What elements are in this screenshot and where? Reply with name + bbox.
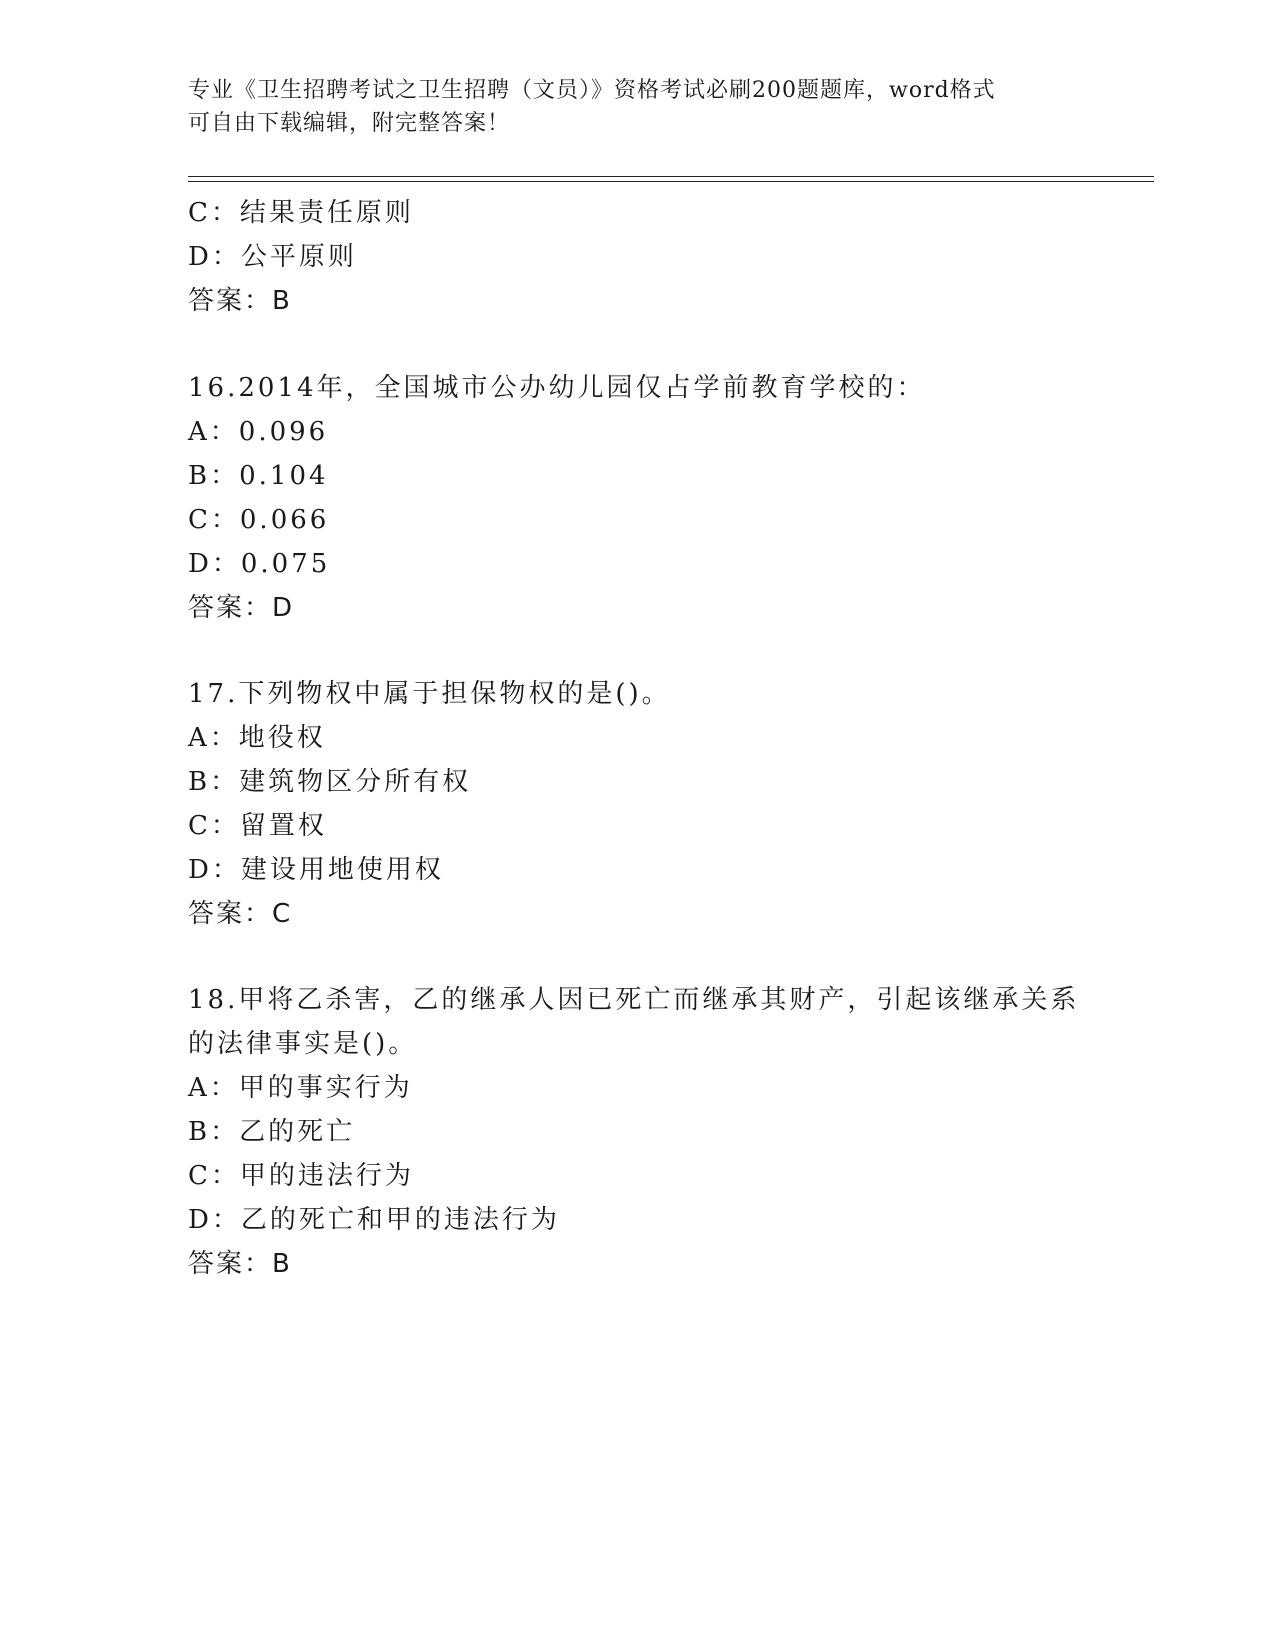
q17-stem: 17.下列物权中属于担保物权的是()。 xyxy=(188,679,671,709)
q18-stem-line-1: 18.甲将乙杀害，乙的继承人因已死亡而继承其财产，引起该继承关系 xyxy=(188,985,1080,1015)
q15-answer: 答案：B xyxy=(188,286,292,316)
q16-stem: 16.2014年，全国城市公办幼儿园仅占学前教育学校的： xyxy=(188,373,926,403)
q18-option-b: B：乙的死亡 xyxy=(188,1117,356,1147)
header-divider-bottom xyxy=(188,181,1154,182)
header-line-1: 专业《卫生招聘考试之卫生招聘（文员）》资格考试必刷200题题库，word格式 xyxy=(188,78,996,103)
q16-option-c: C：0.066 xyxy=(188,505,330,535)
document-header xyxy=(188,74,1088,140)
q17-option-a: A：地役权 xyxy=(188,723,326,753)
q17-answer: 答案：C xyxy=(188,899,293,929)
q17-option-d: D：建设用地使用权 xyxy=(188,855,444,885)
q16-option-b: B：0.104 xyxy=(188,461,329,491)
q17-option-b: B：建筑物区分所有权 xyxy=(188,767,472,797)
q16-option-a: A：0.096 xyxy=(188,417,329,447)
q18-option-d: D：乙的死亡和甲的违法行为 xyxy=(188,1205,560,1235)
q18-option-a: A：甲的事实行为 xyxy=(188,1073,413,1103)
q15-option-c: C：结果责任原则 xyxy=(188,198,414,228)
q15-option-d: D：公平原则 xyxy=(188,242,357,272)
q17-option-c: C：留置权 xyxy=(188,811,327,841)
q16-answer: 答案：D xyxy=(188,593,295,623)
q18-option-c: C：甲的违法行为 xyxy=(188,1161,414,1191)
q16-option-d: D：0.075 xyxy=(188,549,331,579)
q18-answer: 答案：B xyxy=(188,1249,292,1279)
header-line-2: 可自由下载编辑，附完整答案！ xyxy=(188,111,511,136)
header-divider-top xyxy=(188,176,1154,177)
q18-stem-line-2: 的法律事实是()。 xyxy=(188,1029,418,1059)
